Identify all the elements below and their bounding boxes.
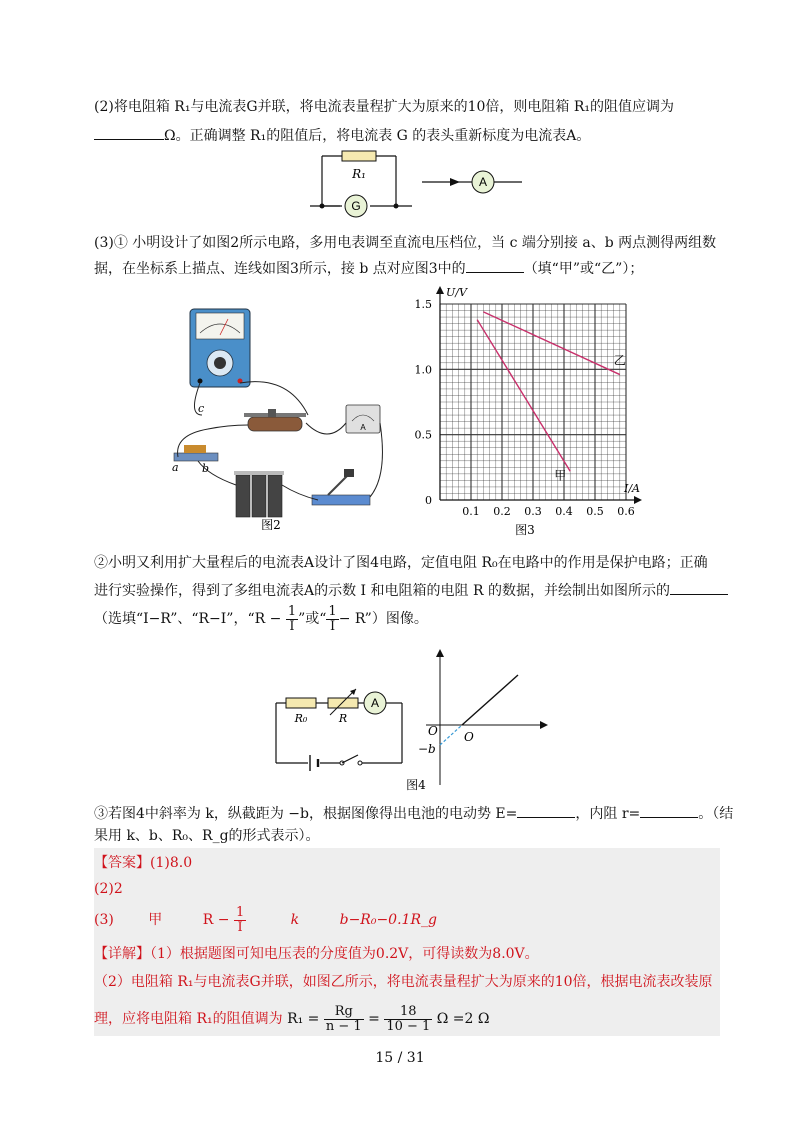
q3-part3-line2: 果用 k、b、R₀、R_g的形式表示）。 [94,828,320,844]
y-tick-label: 1.5 [414,298,432,311]
y-tick-label: 1.0 [414,363,432,377]
answer-blank [466,258,524,273]
q2-line1: (2)将电阻箱 R₁与电流表G并联，将电流表量程扩大为原来的10倍，则电阻箱 R₁的阻值应调为 [94,99,675,115]
detail-2: （2）电阻箱 R₁与电流表G并联，如图乙所示，将电流表量程扩大为原来的10倍，根据电流表改装原 [94,974,713,990]
chart-grid [440,304,626,500]
y-axis-arrow-icon [436,286,444,294]
fig4-r0-label: R₀ [294,712,308,725]
battery-icon [310,755,318,771]
answer-blank [94,125,164,140]
fig2-label-a: a [172,461,179,474]
fig4-a-label: A [370,696,380,710]
q3-part2-line3a: （选填“I−R”、“R−I”，“R − [94,611,282,627]
formula-frac-1 [324,1005,364,1034]
detail-line1 [94,944,539,964]
detail-3a: 理，应将电阻箱 R₁的阻值调为 [94,1011,283,1027]
formula-f1-num: Rg [324,1005,364,1020]
switch-icon [340,755,362,765]
q3-part2-line3 [94,604,428,634]
x-tick-label: 0.2 [493,505,511,518]
answer-blank [670,580,728,595]
fig4-o-point-label: O [464,730,474,744]
q3-line2a: 据，在坐标系上描点、连线如图3所示，接 b 点对应图3中的 [94,261,466,277]
multimeter-icon [190,309,250,387]
frac-den: I [329,618,336,634]
a-label: A [478,175,488,189]
figure4-drawing [268,645,568,795]
answer-3-3: k [290,912,300,928]
x-axis-label: I/A [624,482,640,495]
resistor-box-r-icon [328,698,358,708]
arrow-icon [450,178,460,186]
graph-line [462,675,518,725]
answer-3-1: 甲 [148,912,163,928]
fraction-1-over-i [286,605,298,634]
formula-r1: R₁ = [287,1011,320,1027]
fig2-ammeter-label: A [360,423,366,432]
fig4-minus-b-label: −b [418,742,436,756]
q3-part2-line3c: − R”）图像。 [338,611,428,627]
formula-eq: = [368,1011,380,1027]
formula-frac-2 [384,1005,432,1034]
answer-fraction [234,906,246,935]
answer-line3 [94,904,437,936]
q2-line2 [94,125,590,146]
answer-tag: 【答案】 [94,855,150,871]
q3-line2b: （填“甲”或“乙”）； [523,261,644,277]
series-label-1: 甲 [554,468,567,483]
r1-label: R₁ [352,167,366,181]
formula-f1-den: n − 1 [325,1018,362,1034]
detail-tag: 【详解】 [94,946,150,962]
parallel-circuit-figure [300,148,540,223]
frac-num: 1 [328,603,337,619]
formula-f2-num: 18 [384,1005,432,1020]
switch-icon [312,469,370,505]
y-tick-label: 0 [425,494,432,507]
figure2-apparatus [168,305,394,530]
q3-part2-line3b: ”或“ [298,611,327,627]
battery-icon [234,471,284,517]
fig2-label-c: c [198,402,205,415]
rheostat-icon [244,409,306,431]
x-tick-label: 0.3 [524,505,542,518]
series-label-2: 乙 [613,353,626,368]
q3-part2-line1: ②小明又利用扩大量程后的电流表A设计了图4电路，定值电阻 R₀在电路中的作用是保护电路；正确 [94,555,708,571]
detail-line3 [94,1003,490,1035]
q3-line1: (3)① 小明设计了如图2所示电路，多用电表调至直流电压档位，当 c 端分别接 a、b 两点测得两组数 [94,235,717,251]
x-tick-label: 0.4 [555,505,573,518]
fig2-caption: 图2 [261,518,281,530]
fig3-caption: 图3 [515,523,535,536]
x-tick-label: 0.6 [617,505,635,518]
x-tick-label: 0.1 [462,505,480,518]
detail-formula [287,1003,490,1034]
y-axis-label: U/V [446,286,467,299]
fig2-label-b: b [202,462,210,475]
figure3-ui-chart [402,276,642,536]
y-tick-label: 0.5 [414,428,432,442]
q3-part3-b: ，内阻 r= [575,806,641,822]
q3-part3-a: ③若图4中斜率为 k，纵截距为 −b，根据图像得出电池的电动势 E= [94,806,518,822]
frac-den: I [289,618,295,634]
page-number: 15 / 31 [375,1050,425,1066]
answer-3-2-prefix: R − [202,912,230,928]
x-axis-arrow-icon [634,496,642,504]
q3-part2-line2-text: 进行实验操作，得到了多组电流表A的示数 I 和电阻箱的电阻 R 的数据，并绘制出如图所示的 [94,583,670,599]
ammeter-device-icon [346,405,380,433]
formula-tail: Ω =2 Ω [436,1011,490,1027]
answer-line1 [94,853,192,873]
answer-blank [640,803,698,818]
resistor-board-icon [174,445,218,461]
formula-f2-den: 10 − 1 [386,1018,431,1034]
frac-num: 1 [235,904,245,920]
answer-blank [517,803,575,818]
answer-1: (1)8.0 [150,855,193,871]
q3-part3-line1 [94,803,733,824]
chart-axes [436,286,642,504]
detail-1: （1）根据题图可知电压表的分度值为0.2V，可得读数为8.0V。 [150,946,539,962]
fig4-r-label: R [338,712,348,725]
resistor-r0-icon [286,698,316,708]
chart-series [477,312,620,471]
x-tick-label: 0.5 [586,505,604,518]
answer-3-num: (3) [94,912,114,928]
fig4-caption: 图4 [406,778,426,792]
q3-part3-c: 。（结 [698,806,734,822]
q3-part2-line2 [94,580,728,601]
resistor-r1-icon [342,151,376,161]
g-label: G [351,199,361,213]
frac-den: I [237,919,243,935]
extrapolated-dash [440,725,462,745]
q2-line2-text: Ω。正确调整 R₁的阻值后，将电流表 G 的表头重新标度为电流表A。 [164,128,591,144]
fig4-graph [418,649,548,785]
answer-3-4: b−R₀−0.1R_g [339,912,437,928]
frac-num: 1 [287,603,297,619]
fig4-o-axis-label: O [428,724,438,738]
fraction-1-over-i [326,605,338,634]
answer-2: (2)2 [94,881,123,897]
